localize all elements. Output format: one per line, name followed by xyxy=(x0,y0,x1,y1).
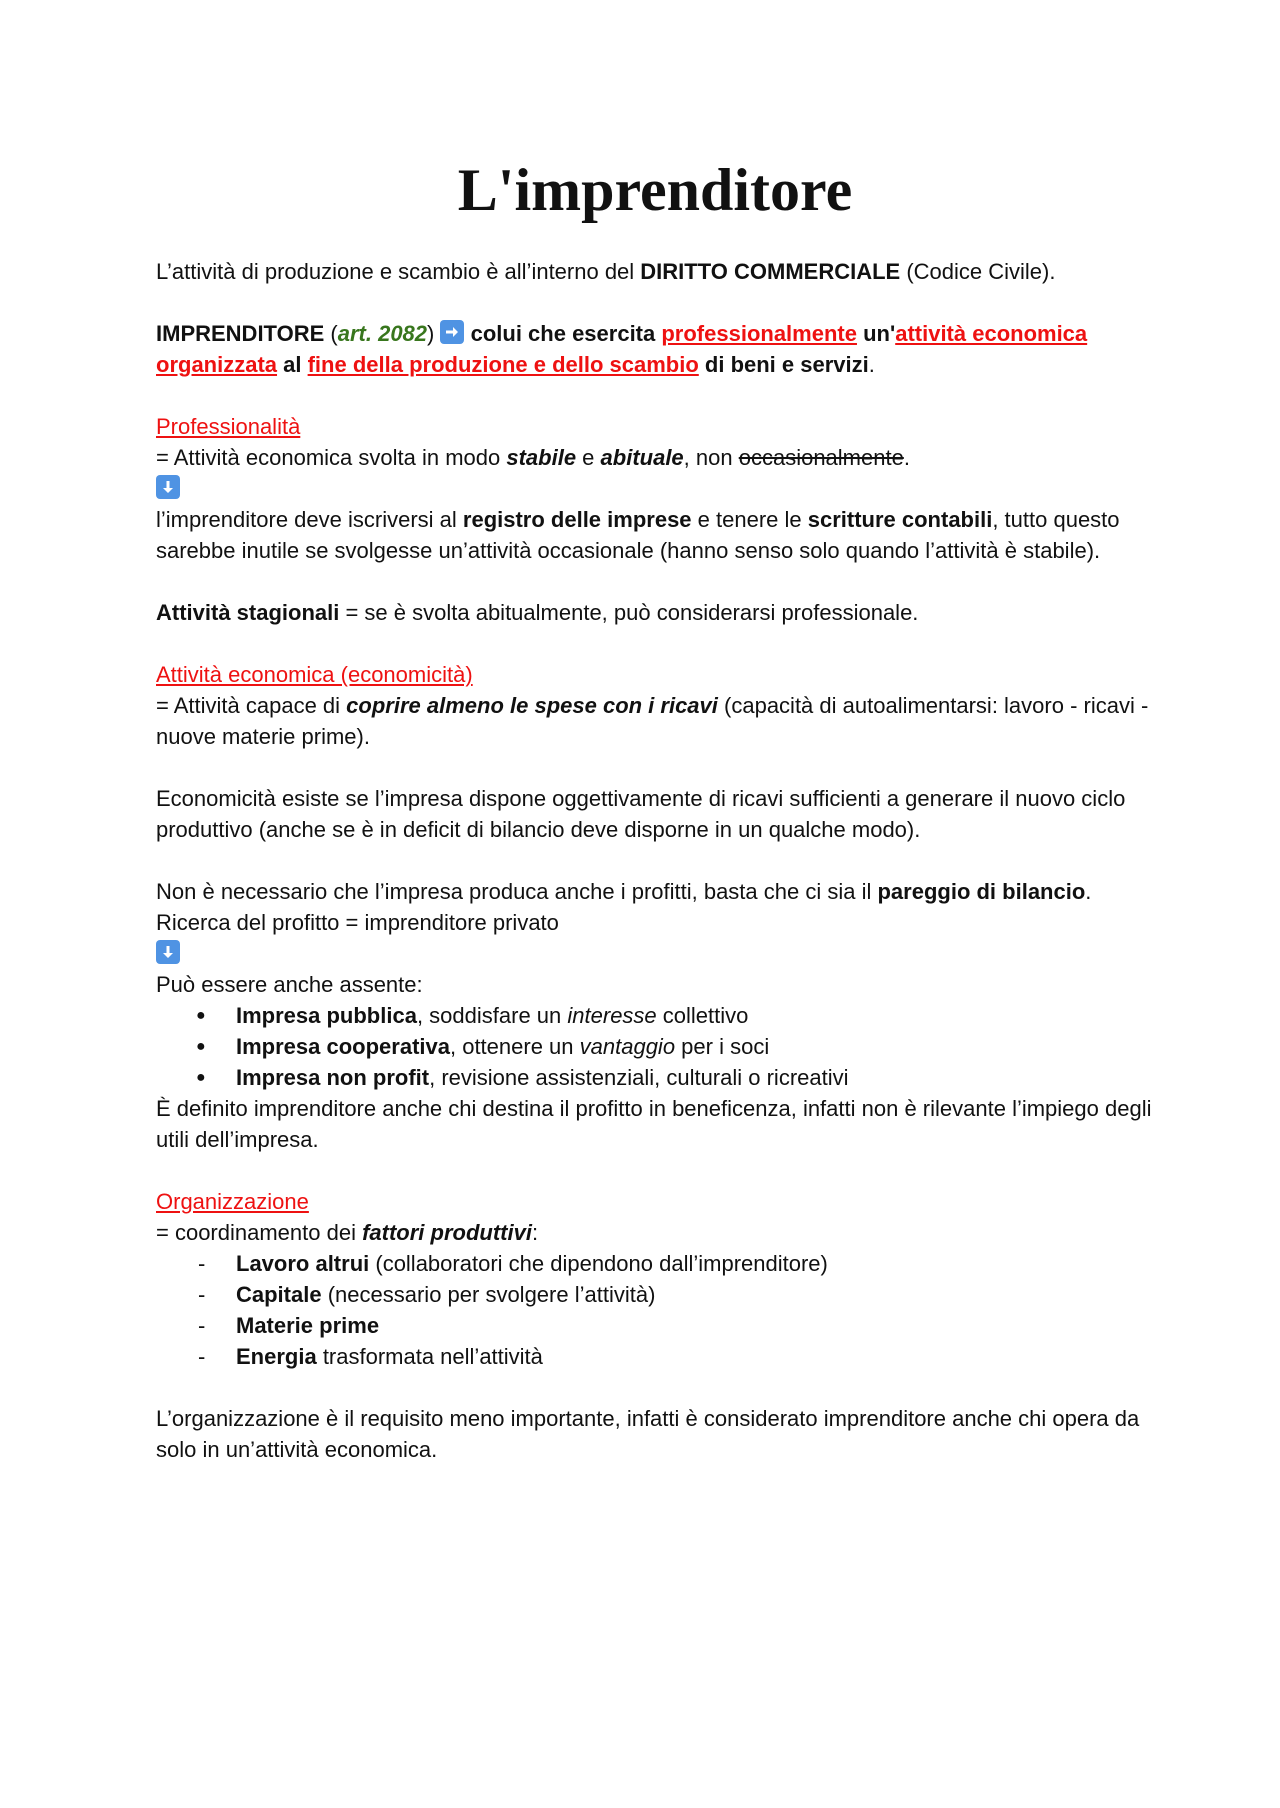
section-heading-economicita: Attività economica (economicità) xyxy=(156,662,473,687)
professionalita-explanation: l’imprenditore deve iscriversi al registro delle imprese e tenere le scritture contabili, tutto questo sarebbe inutile se svolgesse un’attività occasionale (hanno senso solo quando l’attività è stabile). xyxy=(156,507,1120,563)
arrow-down-icon xyxy=(156,475,180,499)
intro-paragraph: L’attività di produzione e scambio è all’interno del DIRITTO COMMERCIALE (Codice Civile). xyxy=(156,259,1056,284)
organizzazione-definition: = coordinamento dei fattori produttivi: xyxy=(156,1220,539,1245)
assente-line: Può essere anche assente: xyxy=(156,972,423,997)
stagionali-paragraph: Attività stagionali = se è svolta abitualmente, può considerarsi professionale. xyxy=(156,600,919,625)
ricerca-profitto: Ricerca del profitto = imprenditore privato xyxy=(156,910,559,935)
definition-paragraph: IMPRENDITORE (art. 2082) colui che esercita professionalmente un'attività economica organizzata al fine della produzione e dello scambio di beni e servizi. xyxy=(156,321,1088,377)
article-reference: art. 2082 xyxy=(337,321,428,346)
pareggio-paragraph: Non è necessario che l’impresa produca anche i profitti, basta che ci sia il pareggio di bilancio. xyxy=(156,879,1092,904)
organizzazione-closing: L’organizzazione è il requisito meno importante, infatti è considerato imprenditore anche chi opera da solo in un’attività economica. xyxy=(156,1406,1140,1462)
economicita-definition: = Attività capace di coprire almeno le spese con i ricavi (capacità di autoalimentarsi: lavoro - ricavi - nuove materie prime). xyxy=(156,693,1149,749)
professionalita-definition: = Attività economica svolta in modo stabile e abituale, non occasionalmente. xyxy=(156,445,910,470)
list-item: - Energia trasformata nell’attività xyxy=(196,1341,1160,1372)
beneficenza-paragraph: È definito imprenditore anche chi destina il profitto in beneficenza, infatti non è rilevante l’impiego degli utili dell’impresa. xyxy=(156,1096,1152,1152)
page-title: L'imprenditore xyxy=(457,157,853,223)
economicita-paragraph: Economicità esiste se l’impresa dispone oggettivamente di ricavi sufficienti a generare il nuovo ciclo produttivo (anche se è in deficit di bilancio deve disporne in un qualche modo). xyxy=(156,786,1126,842)
list-item: - Capitale (necessario per svolgere l’attività) xyxy=(196,1279,1160,1310)
section-heading-professionalita: Professionalità xyxy=(156,414,301,439)
section-heading-organizzazione: Organizzazione xyxy=(156,1189,309,1214)
list-item: ● Impresa cooperativa, ottenere un vantaggio per i soci xyxy=(196,1031,1160,1062)
impresa-types-list xyxy=(156,1000,1160,1093)
arrow-right-icon xyxy=(440,320,464,344)
list-item: ● Impresa pubblica, soddisfare un interesse collettivo xyxy=(196,1000,1160,1031)
arrow-down-icon xyxy=(156,940,180,964)
list-item: - Lavoro altrui (collaboratori che dipendono dall’imprenditore) xyxy=(196,1248,1160,1279)
fattori-produttivi-list xyxy=(156,1248,1160,1372)
list-item: ● Impresa non profit, revisione assistenziali, culturali o ricreativi xyxy=(196,1062,1160,1093)
list-item: - Materie prime xyxy=(196,1310,1160,1341)
